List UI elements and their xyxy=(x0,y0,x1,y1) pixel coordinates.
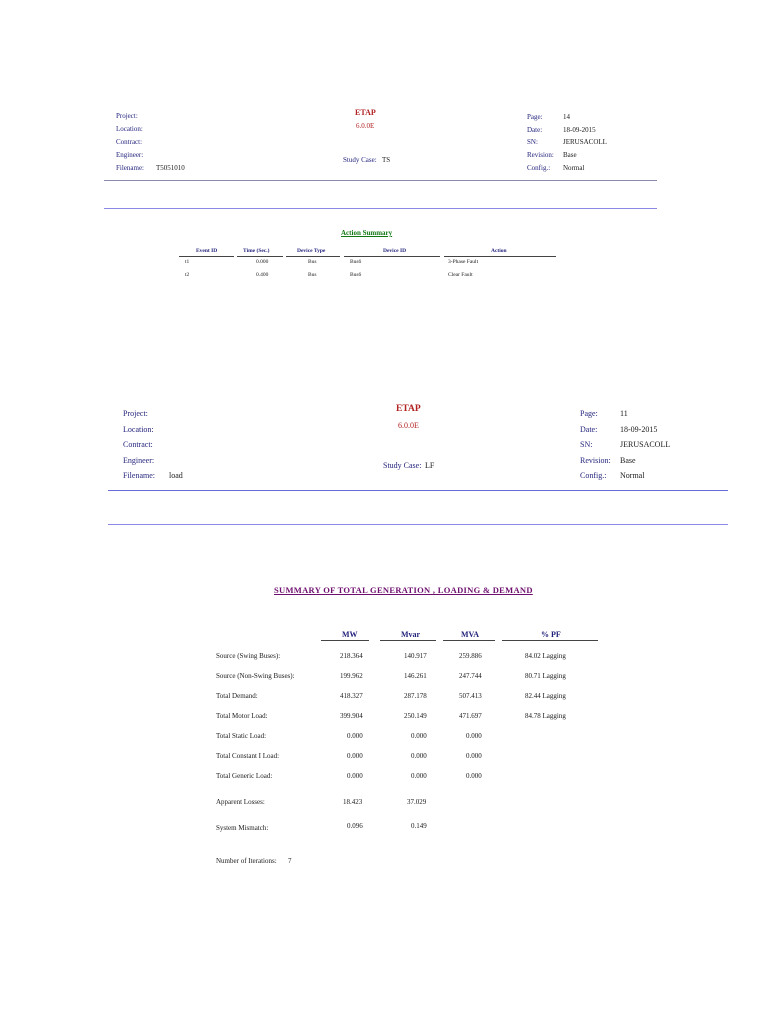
mw-cell: 18.423 xyxy=(343,798,363,806)
filename-label: Filename: xyxy=(123,471,155,480)
row-label: Source (Swing Buses): xyxy=(216,652,281,660)
page-label: Page: xyxy=(527,113,543,121)
col-pf: % PF xyxy=(541,630,561,639)
config-label: Config.: xyxy=(527,164,551,172)
program-title: ETAP xyxy=(396,404,421,414)
header-divider xyxy=(108,490,728,491)
mw-cell: 418.327 xyxy=(340,692,363,700)
mva-cell: 0.000 xyxy=(466,732,482,740)
mw-cell: 0.000 xyxy=(347,732,363,740)
mw-cell: 199.962 xyxy=(340,672,363,680)
col-underline xyxy=(286,256,340,257)
mva-cell: 0.000 xyxy=(466,752,482,760)
event-id-cell: t2 xyxy=(185,272,190,278)
mw-cell: 399.904 xyxy=(340,712,363,720)
time-cell: 0.000 xyxy=(256,259,269,265)
device-type-cell: Bus xyxy=(308,259,317,265)
mvar-cell: 146.261 xyxy=(404,672,427,680)
revision-label: Revision: xyxy=(527,151,554,159)
summary-title: SUMMARY OF TOTAL GENERATION , LOADING & DEMAND xyxy=(274,585,533,595)
row-label: Total Static Load: xyxy=(216,732,267,740)
mvar-cell: 0.000 xyxy=(411,732,427,740)
contract-label: Contract: xyxy=(123,440,153,449)
action-cell: Clear Fault xyxy=(448,272,473,278)
event-id-cell: t1 xyxy=(185,259,190,265)
device-id-cell: Bus6 xyxy=(350,272,362,278)
pf-cell: 82.44 Lagging xyxy=(525,692,566,700)
engineer-label: Engineer: xyxy=(123,456,155,465)
iterations-value: 7 xyxy=(288,857,292,865)
mva-cell: 247.744 xyxy=(459,672,482,680)
col-underline xyxy=(321,640,369,641)
study-case-label: Study Case: xyxy=(343,156,377,164)
col-action: Action xyxy=(491,248,507,254)
row-label: Total Constant I Load: xyxy=(216,752,280,760)
mva-cell: 507.413 xyxy=(459,692,482,700)
row-label: Apparent Losses: xyxy=(216,798,265,806)
col-mvar: Mvar xyxy=(401,630,421,639)
mvar-cell: 37.029 xyxy=(407,798,427,806)
mw-cell: 218.364 xyxy=(340,652,363,660)
col-underline xyxy=(443,640,495,641)
col-time: Time (Sec.) xyxy=(243,248,270,254)
program-version: 6.0.0E xyxy=(356,122,375,130)
contract-label: Contract: xyxy=(116,138,143,146)
mvar-cell: 140.917 xyxy=(404,652,427,660)
page-label: Page: xyxy=(580,409,598,418)
mva-cell: 0.000 xyxy=(466,772,482,780)
time-cell: 0.400 xyxy=(256,272,269,278)
section-divider xyxy=(104,208,657,209)
device-id-cell: Bus6 xyxy=(350,259,362,265)
study-case-label: Study Case: xyxy=(383,461,422,470)
col-device-type: Device Type xyxy=(297,248,326,254)
sn-value: JERUSACOLL xyxy=(620,440,671,449)
col-device-id: Device ID xyxy=(383,248,407,254)
date-value: 18-09-2015 xyxy=(563,126,596,134)
page-value: 11 xyxy=(620,409,628,418)
action-summary-title: Action Summary xyxy=(341,229,393,237)
project-label: Project: xyxy=(123,409,148,418)
date-value: 18-09-2015 xyxy=(620,425,658,434)
col-underline xyxy=(237,256,283,257)
mvar-cell: 0.000 xyxy=(411,752,427,760)
col-mva: MVA xyxy=(461,630,480,639)
col-underline xyxy=(179,256,234,257)
project-label: Project: xyxy=(116,112,138,120)
sn-label: SN: xyxy=(580,440,593,449)
revision-value: Base xyxy=(620,456,636,465)
config-value: Normal xyxy=(620,471,645,480)
sn-label: SN: xyxy=(527,138,538,146)
mvar-cell: 0.000 xyxy=(411,772,427,780)
col-underline xyxy=(344,256,440,257)
row-label: Total Generic Load: xyxy=(216,772,273,780)
header-divider xyxy=(104,180,657,181)
revision-label: Revision: xyxy=(580,456,611,465)
program-title: ETAP xyxy=(355,108,376,117)
mw-cell: 0.000 xyxy=(347,772,363,780)
action-cell: 3-Phase Fault xyxy=(448,259,479,265)
program-version: 6.0.0E xyxy=(398,421,419,430)
location-label: Location: xyxy=(123,425,154,434)
sn-value: JERUSACOLL xyxy=(563,138,607,146)
study-case-value: LF xyxy=(425,461,435,470)
row-label: Total Demand: xyxy=(216,692,258,700)
mva-cell: 471.697 xyxy=(459,712,482,720)
row-label: Source (Non-Swing Buses): xyxy=(216,672,295,680)
mw-cell: 0.096 xyxy=(347,822,363,830)
filename-label: Filename: xyxy=(116,164,144,172)
config-value: Normal xyxy=(563,164,585,172)
col-event-id: Event ID xyxy=(196,248,218,254)
filename-value: load xyxy=(169,471,183,480)
row-label: Total Motor Load: xyxy=(216,712,268,720)
pf-cell: 84.02 Lagging xyxy=(525,652,566,660)
mva-cell: 259.886 xyxy=(459,652,482,660)
revision-value: Base xyxy=(563,151,577,159)
col-underline xyxy=(444,256,556,257)
mvar-cell: 0.149 xyxy=(411,822,427,830)
pf-cell: 80.71 Lagging xyxy=(525,672,566,680)
section-divider xyxy=(108,524,728,525)
study-case-value: TS xyxy=(382,156,391,164)
col-mw: MW xyxy=(342,630,358,639)
pf-cell: 84.78 Lagging xyxy=(525,712,566,720)
date-label: Date: xyxy=(580,425,598,434)
mw-cell: 0.000 xyxy=(347,752,363,760)
mvar-cell: 250.149 xyxy=(404,712,427,720)
iterations-label: Number of Iterations: xyxy=(216,857,277,865)
page-value: 14 xyxy=(563,113,570,121)
mvar-cell: 287.178 xyxy=(404,692,427,700)
location-label: Location: xyxy=(116,125,143,133)
config-label: Config.: xyxy=(580,471,607,480)
device-type-cell: Bus xyxy=(308,272,317,278)
col-underline xyxy=(502,640,598,641)
row-label: System Mismatch: xyxy=(216,824,269,832)
col-underline xyxy=(380,640,436,641)
date-label: Date: xyxy=(527,126,543,134)
filename-value: T5051010 xyxy=(156,164,185,172)
engineer-label: Engineer: xyxy=(116,151,144,159)
